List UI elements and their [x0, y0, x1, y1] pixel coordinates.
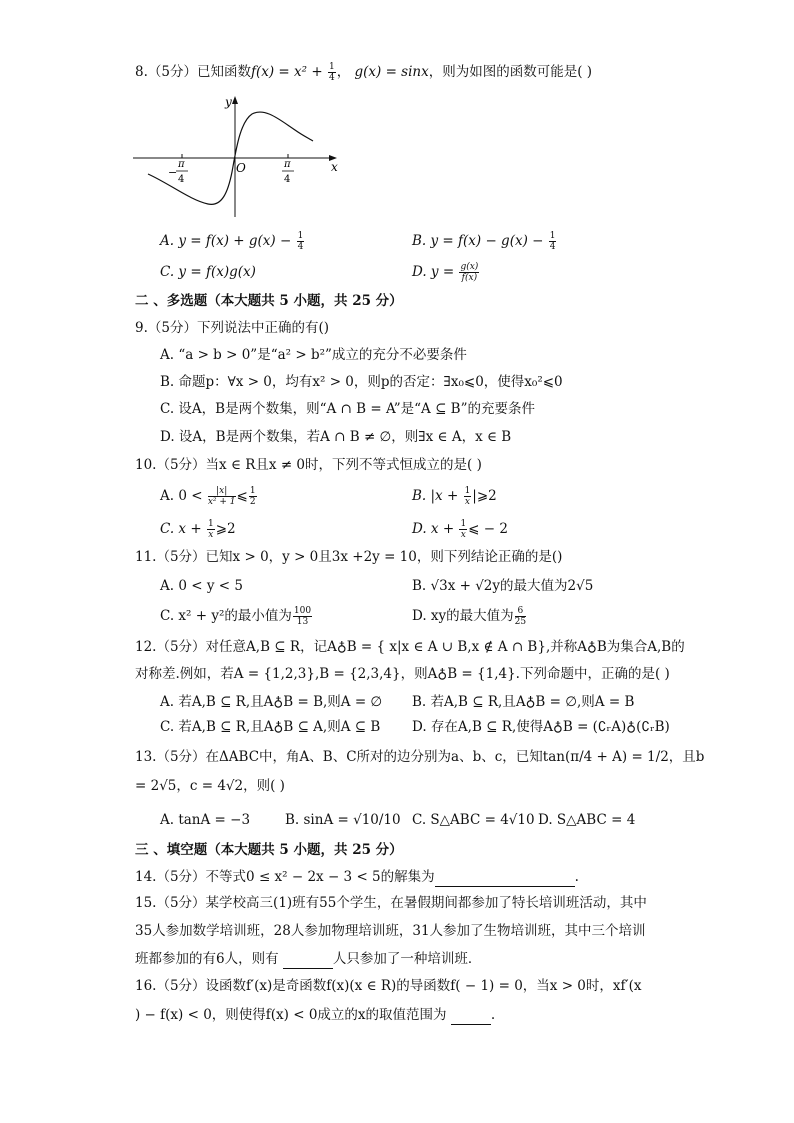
q12-option-b[interactable]: B. 若A,B ⊆ R,且A♁B = ∅,则A = B — [412, 694, 635, 710]
neg-tick-four: 4 — [178, 174, 185, 185]
q9-stem: 9.（5分）下列说法中正确的有() — [135, 320, 330, 336]
q8-stem-suffix: ，则为如图的函数可能是( ) — [428, 64, 593, 80]
q14-answer-blank[interactable] — [435, 866, 575, 887]
q15-line2: 35人参加数学培训班，28人参加物理培训班，31人参加了生物培训班，其中三个培训 — [135, 923, 646, 939]
q10-a-post: ⩽ — [236, 488, 248, 504]
q10-d-frac — [459, 519, 467, 540]
q8-stem-prefix: 8.（5分）已知函数 — [135, 64, 251, 80]
q8-f-def: f(x) = x² + — [250, 64, 327, 80]
q10-option-d[interactable] — [412, 519, 508, 540]
q10-c-frac — [207, 519, 215, 540]
q10-b-pre: B. |x + — [412, 488, 463, 504]
q10-c-den: x — [208, 530, 214, 540]
q8-option-c[interactable] — [160, 262, 256, 282]
q13-option-b[interactable]: B. sinA = √10/10 — [285, 812, 401, 828]
q11-c-frac — [293, 606, 312, 627]
q13-option-c[interactable]: C. S△ABC = 4√10 — [412, 812, 535, 828]
q14-text: 14.（5分）不等式0 ≤ x² − 2x − 3 < 5的解集为 — [135, 869, 435, 885]
section-2-heading: 二 、多选题（本大题共 5 小题，共 25 分） — [135, 293, 403, 309]
q10-d-num: 1 — [460, 519, 467, 529]
q8-quarter-den: 4 — [328, 73, 335, 83]
q16-line2-pre: ) − f(x) < 0，则使得f(x) < 0成立的x的取值范围为 — [135, 1007, 451, 1023]
q10-a-den: x² + 1 — [207, 497, 236, 507]
q11-d-den: 25 — [514, 617, 527, 627]
q15-line3-post: 人只参加了一种培训班． — [332, 951, 482, 967]
q11-stem: 11.（5分）已知x > 0，y > 0且3x +2y = 10，则下列结论正确的是() — [135, 549, 563, 565]
q11-d-pre: D. xy的最大值为 — [412, 608, 514, 624]
q10-a-half — [249, 486, 257, 507]
q11-c-num: 100 — [293, 606, 312, 616]
section-3-heading: 三 、填空题（本大题共 5 小题，共 25 分） — [135, 842, 403, 858]
q10-c-pre: C. x + — [160, 521, 206, 537]
y-axis-label: y — [225, 95, 232, 109]
q16-line2 — [135, 1004, 495, 1025]
q8-option-a[interactable] — [160, 231, 305, 252]
q10-a-half-num: 1 — [249, 486, 256, 496]
q14-stem — [135, 866, 579, 887]
q14-end: . — [574, 869, 579, 885]
q10-option-c[interactable] — [160, 519, 236, 540]
q8-stem — [135, 62, 592, 83]
pos-tick-label — [282, 159, 294, 185]
q16-line2-post: . — [490, 1007, 496, 1023]
neg-tick-pi: π — [178, 159, 185, 170]
q10-a-num: |x| — [208, 486, 236, 497]
q10-b-frac — [464, 486, 472, 507]
q10-a-pre: A. 0 < — [160, 488, 207, 504]
q9-option-b[interactable]: B. 命题p：∀x > 0，均有x² > 0，则p的否定：∃x₀⩽0，使得x₀²⩽0 — [160, 374, 563, 390]
q10-c-post: ⩾2 — [215, 521, 236, 537]
q8-option-d[interactable] — [412, 262, 480, 283]
q10-b-den: x — [464, 497, 470, 507]
q10-option-b[interactable] — [412, 486, 497, 507]
q8-function-graph — [130, 92, 345, 222]
q8-option-b-quarter — [549, 231, 557, 252]
q8-option-b-quarter-num: 1 — [549, 231, 556, 241]
q16-line1: 16.（5分）设函数f′(x)是奇函数f(x)(x ∈ R)的导函数f( − 1) = 0，当x > 0时，xf′(x — [135, 978, 642, 994]
q10-b-num: 1 — [464, 486, 471, 496]
q15-answer-blank[interactable] — [283, 948, 333, 969]
q10-b-post: |⩾2 — [472, 488, 497, 504]
q11-d-num: 6 — [515, 606, 526, 617]
q11-d-frac — [515, 606, 526, 627]
q10-d-post: ⩽ − 2 — [468, 521, 508, 537]
q15-line1: 15.（5分）某学校高三(1)班有55个学生，在暑假期间都参加了特长培训班活动，其中 — [135, 895, 647, 911]
q8-option-a-quarter — [297, 231, 305, 252]
q11-option-a[interactable]: A. 0 < y < 5 — [160, 578, 243, 594]
q8-quarter-frac — [328, 62, 336, 83]
q8-option-b-quarter-den: 4 — [549, 242, 556, 252]
neg-tick-minus: − — [168, 166, 178, 179]
q11-option-b[interactable]: B. √3x + √2y的最大值为2√5 — [412, 578, 594, 594]
q8-option-a-quarter-den: 4 — [297, 242, 304, 252]
q10-option-a[interactable] — [160, 486, 258, 507]
q10-c-num: 1 — [207, 519, 214, 529]
q13-option-d[interactable]: D. S△ABC = 4 — [538, 812, 636, 828]
q9-option-d[interactable]: D. 设A，B是两个数集，若A ∩ B ≠ ∅，则∃x ∈ A，x ∈ B — [160, 429, 512, 445]
q8-option-d-frac — [459, 262, 479, 283]
q8-option-a-text: A. y = f(x) + g(x) − — [160, 233, 296, 249]
q10-a-half-den: 2 — [249, 497, 256, 507]
q10-a-frac — [208, 486, 236, 507]
q8-quarter-num: 1 — [328, 62, 335, 72]
q16-answer-blank[interactable] — [451, 1004, 491, 1025]
q8-option-b[interactable] — [412, 231, 557, 252]
q8-option-d-den: f(x) — [461, 273, 478, 283]
origin-label: O — [236, 161, 246, 175]
q9-option-c[interactable]: C. 设A，B是两个数集，则“A ∩ B = A”是“A ⊆ B”的充要条件 — [160, 401, 535, 417]
q8-option-d-num: g(x) — [460, 262, 479, 272]
q13-option-a[interactable]: A. tanA = −3 — [160, 812, 251, 828]
pos-tick-four: 4 — [284, 174, 291, 185]
q12-stem-line2: 对称差.例如，若A = {1,2,3},B = {2,3,4}，则A♁B = {1,4}.下列命题中，正确的是( ) — [135, 666, 670, 682]
q8-option-b-text: B. y = f(x) − g(x) − — [412, 233, 548, 249]
q8-stem-mid: ， — [336, 64, 351, 80]
y-axis-arrow-icon — [232, 96, 238, 104]
q15-line3-pre: 班都参加的有6人，则有 — [135, 951, 283, 967]
q11-c-den: 13 — [296, 617, 309, 627]
pos-tick-pi: π — [284, 159, 291, 170]
q9-option-a[interactable]: A. “a > b > 0”是“a² > b²”成立的充分不必要条件 — [160, 347, 467, 363]
x-axis-label: x — [331, 160, 338, 174]
q8-option-a-quarter-num: 1 — [297, 231, 304, 241]
q8-g-def: g(x) = sinx — [354, 64, 429, 80]
q12-stem-line1: 12.（5分）对任意A,B ⊆ R，记A♁B = { x|x ∈ A ∪ B,x ∉ A ∩ B},并称A♁B为集合A,B的 — [135, 639, 685, 655]
q13-stem-line1: 13.（5分）在ΔABC中，角A、B、C所对的边分别为a、b、c，已知tan(π/4 + A) = 1/2，且b — [135, 749, 705, 765]
q10-d-pre: D. x + — [412, 521, 459, 537]
q12-option-d[interactable]: D. 存在A,B ⊆ R,使得A♁B = (∁ᵣA)♁(∁ᵣB) — [412, 719, 670, 735]
q8-option-c-text: C. y = f(x)g(x) — [160, 264, 256, 280]
q8-option-d-text: D. y = — [412, 264, 459, 280]
q13-stem-line2: = 2√5，c = 4√2，则( ) — [135, 778, 285, 794]
q11-c-pre: C. x² + y²的最小值为 — [160, 608, 292, 624]
neg-tick-label — [168, 159, 188, 185]
q10-d-den: x — [460, 530, 466, 540]
q11-option-d[interactable] — [412, 606, 527, 627]
q15-line3 — [135, 948, 481, 969]
q12-option-a[interactable]: A. 若A,B ⊆ R,且A♁B = B,则A = ∅ — [160, 694, 383, 710]
q11-option-c[interactable] — [160, 606, 313, 627]
q12-option-c[interactable]: C. 若A,B ⊆ R,且A♁B ⊆ A,则A ⊆ B — [160, 719, 381, 735]
q10-stem: 10.（5分）当x ∈ R且x ≠ 0时，下列不等式恒成立的是( ) — [135, 457, 482, 473]
